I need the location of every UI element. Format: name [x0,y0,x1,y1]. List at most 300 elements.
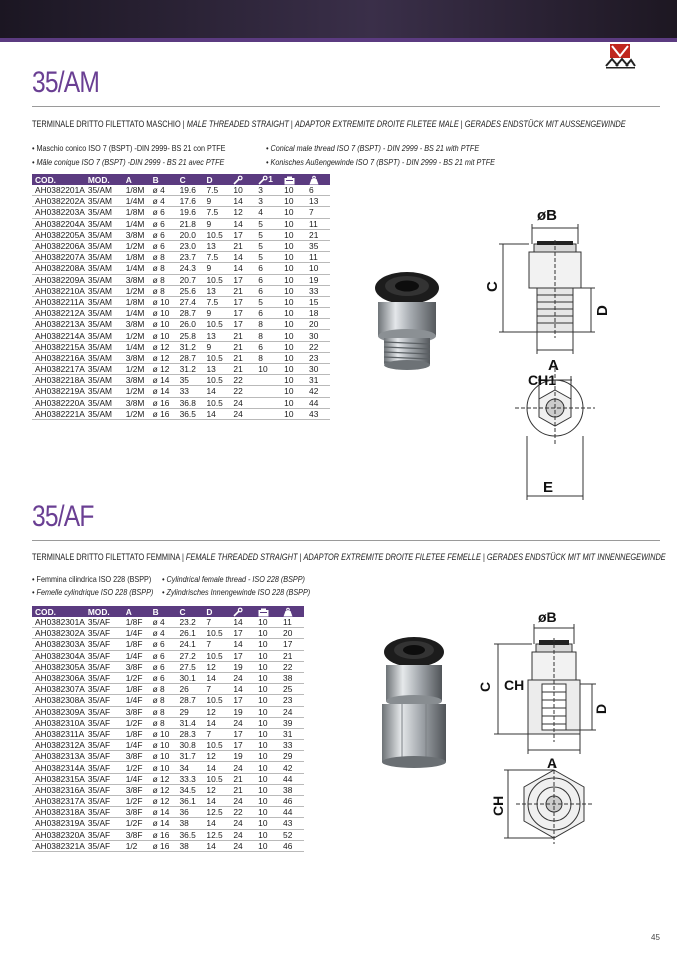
table-cell: 14 [230,639,255,650]
table-cell: 1/4M [123,263,150,274]
table-cell: 35/AM [85,364,123,375]
table-cell: 21 [230,784,255,795]
table-cell: 10 [281,352,306,363]
table-cell: 8 [255,319,281,330]
table-cell: AH0382307A [32,684,85,695]
table-cell: 26 [177,684,204,695]
table-cell: ø 10 [150,296,177,307]
table-cell: ø 8 [150,706,177,717]
table-cell: 34.5 [177,784,204,795]
table-cell: 3/8F [123,829,150,840]
table-cell: ø 12 [150,352,177,363]
table-cell: 10 [281,207,306,218]
table-cell: 1/4F [123,773,150,784]
table-cell: 17 [230,229,255,240]
table-cell: 31 [306,375,330,386]
table-cell: 6 [255,274,281,285]
table-cell: 10 [281,364,306,375]
table-cell: ø 8 [150,684,177,695]
table-cell: 3/8M [123,375,150,386]
table-cell: 31.4 [177,717,204,728]
table-cell: 10 [255,740,280,751]
table-cell: 23 [280,695,304,706]
table-cell: 17 [230,628,255,639]
table-cell: ø 4 [150,196,177,207]
table-cell: AH0382315A [32,773,85,784]
table-cell: 35/AF [85,728,123,739]
table-cell: 35/AF [85,818,123,829]
table-cell: ø 12 [150,364,177,375]
table-cell: 14 [203,717,230,728]
table-cell: AH0382202A [32,196,85,207]
table-cell: ø 10 [150,728,177,739]
table-cell: 24 [230,397,255,408]
table-cell: 35/AM [85,285,123,296]
table-cell: 9 [204,341,231,352]
table-cell: 1/4M [123,218,150,229]
table-cell: 17 [230,274,255,285]
table-cell: ø 14 [150,375,177,386]
table-row [32,807,304,818]
table-cell: 35/AF [85,672,123,683]
table-cell: 3 [255,196,281,207]
table-cell: 10 [255,628,280,639]
table-cell: 14 [230,196,255,207]
section-title-am: 35/AM [32,66,100,99]
table-cell: 46 [280,840,304,851]
table-cell: 21 [230,330,255,341]
col-header-b: B [150,606,177,617]
table-cell: 10.5 [204,397,231,408]
table-cell: 10 [281,296,306,307]
table-cell: ø 6 [150,240,177,251]
table-cell: AH0382208A [32,263,85,274]
box-icon [258,608,269,617]
table-cell: 12 [203,706,230,717]
table-cell: ø 4 [150,185,177,196]
table-cell: 35/AM [85,330,123,341]
table-cell: 35/AF [85,706,123,717]
dim-label-a: A [548,357,559,374]
col-header-weight [280,606,304,617]
table-cell: 10 [255,773,280,784]
table-row [32,650,304,661]
table-cell: 10 [306,263,330,274]
table-cell: 24 [280,706,304,717]
table-cell: 35/AF [85,807,123,818]
top-banner [0,0,677,38]
table-cell: 7.5 [204,207,231,218]
table-cell: 20.0 [177,229,204,240]
table-cell: 36.8 [177,397,204,408]
table-cell: ø 10 [150,330,177,341]
table-cell: 17 [230,319,255,330]
table-row [32,762,304,773]
table-cell: 1/2F [123,672,150,683]
table-cell: AH0382309A [32,706,85,717]
table-cell: 14 [230,617,255,628]
bullet-af-fr: • Femelle cylindrique ISO 228 (BSPP) [32,587,154,597]
table-cell: 10 [281,252,306,263]
table-cell: 7 [203,617,230,628]
table-cell: ø 8 [150,274,177,285]
col-header-d: D [204,174,231,185]
table-cell: 31.2 [177,341,204,352]
table-cell: 1/2M [123,364,150,375]
table-cell: 23.7 [177,252,204,263]
table-cell: ø 12 [150,341,177,352]
col-header-wrench [230,606,255,617]
table-cell: ø 4 [150,617,177,628]
table-cell: ø 6 [150,650,177,661]
table-cell: 17 [230,695,255,706]
table-cell: 14 [230,684,255,695]
table-cell: AH0382210A [32,285,85,296]
table-cell: 35/AF [85,617,123,628]
table-cell: 23.2 [177,617,204,628]
table-row [32,784,304,795]
table-cell: 10.5 [203,628,230,639]
table-cell: 3 [255,185,281,196]
table-cell: ø 8 [150,285,177,296]
col-header-c: C [177,174,204,185]
col-header-wrench [230,174,255,185]
table-row [32,796,304,807]
wrench-icon [233,608,243,617]
table-row [32,185,330,196]
table-cell: 17 [230,728,255,739]
table-cell: 35/AM [85,263,123,274]
table-cell: 36.5 [177,829,204,840]
table-cell: AH0382220A [32,397,85,408]
table-cell: 14 [203,796,230,807]
table-cell: ø 4 [150,628,177,639]
table-cell: 22 [280,661,304,672]
table-cell: 17.6 [177,196,204,207]
table-cell: 1/4F [123,740,150,751]
table-cell: AH0382303A [32,639,85,650]
table-cell: 21 [230,285,255,296]
table-cell: 10 [255,364,281,375]
table-row [32,196,330,207]
table-cell: 9 [204,196,231,207]
spec-table-am [32,174,330,420]
col-header-d: D [203,606,230,617]
table-cell: 9 [204,308,231,319]
table-cell: 24 [230,408,255,419]
table-cell [255,408,281,419]
table-cell: 20.7 [177,274,204,285]
table-cell: 31.7 [177,751,204,762]
table-row [32,408,330,419]
table-cell: 8 [255,352,281,363]
table-cell: 10 [255,717,280,728]
table-cell: 42 [280,762,304,773]
table-cell: 39 [280,717,304,728]
table-cell: 10 [281,319,306,330]
dim-label-d: D [593,703,609,714]
table-cell: 10 [255,840,280,851]
table-cell: AH0382316A [32,784,85,795]
table-cell: 6 [255,285,281,296]
table-cell: 7.5 [204,296,231,307]
table-cell: AH0382209A [32,274,85,285]
table-cell: 35/AF [85,773,123,784]
table-cell: 1/8F [123,639,150,650]
dim-label-ch: CH [504,677,525,693]
table-cell: 31.2 [177,364,204,375]
table-row [32,308,330,319]
table-cell: 10 [281,308,306,319]
table-cell: AH0382203A [32,207,85,218]
table-cell: AH0382306A [32,672,85,683]
table-cell: 7.5 [204,185,231,196]
table-cell: 4 [255,207,281,218]
table-cell: 35/AF [85,628,123,639]
dim-label-e: E [543,479,554,496]
table-cell: 1/8F [123,684,150,695]
table-cell: 24.3 [177,263,204,274]
table-cell: 3/8F [123,661,150,672]
table-cell: AH0382320A [32,829,85,840]
table-row [32,829,304,840]
table-cell: 6 [255,263,281,274]
table-row [32,672,304,683]
table-cell: 14 [230,263,255,274]
table-row [32,773,304,784]
table-cell: 17 [280,639,304,650]
table-cell: 10 [281,229,306,240]
table-cell: 35/AM [85,207,123,218]
table-cell: 24 [230,829,255,840]
table-cell: 35/AF [85,796,123,807]
table-cell: 38 [280,672,304,683]
spec-table-af [32,606,304,852]
table-cell: 3/8M [123,229,150,240]
table-cell: 10.5 [203,695,230,706]
dim-label-c: C [477,681,493,692]
table-cell: AH0382211A [32,296,85,307]
col-header-a: A [123,174,150,185]
table-cell [255,397,281,408]
table-cell: AH0382308A [32,695,85,706]
table-cell: 35 [177,375,204,386]
dim-label-a: A [547,755,558,771]
table-cell: 33 [177,386,204,397]
bullet-am-it: • Maschio conico ISO 7 (BSPT) -DIN 2999- BS 21 con PTFE [32,143,226,153]
table-cell: AH0382312A [32,740,85,751]
table-cell: ø 12 [150,773,177,784]
table-cell: AH0382301A [32,617,85,628]
table-cell: 9 [204,263,231,274]
table-cell: 17 [230,740,255,751]
table-cell: 33 [306,285,330,296]
table-cell: 36.5 [177,408,204,419]
table-cell: 38 [177,840,204,851]
table-cell: AH0382217A [32,364,85,375]
table-cell: 10 [281,386,306,397]
table-cell: 27.2 [177,650,204,661]
table-row [32,695,304,706]
table-cell: 10 [255,728,280,739]
table-row [32,661,304,672]
table-cell: 10 [255,672,280,683]
table-cell: 11 [280,617,304,628]
table-cell: 10 [281,263,306,274]
table-cell: 30 [306,330,330,341]
table-cell: AH0382206A [32,240,85,251]
table-cell: AH0382319A [32,818,85,829]
table-cell: ø 8 [150,252,177,263]
table-cell: 35/AM [85,319,123,330]
table-cell: 1/8M [123,207,150,218]
table-cell: AH0382317A [32,796,85,807]
table-body-am [32,185,330,419]
table-row [32,285,330,296]
table-cell: 1/4F [123,650,150,661]
technical-drawing-af [477,609,612,920]
table-cell: 10 [255,762,280,773]
table-cell: 25 [280,684,304,695]
table-cell: 35/AF [85,751,123,762]
table-cell: 30.1 [177,672,204,683]
table-cell: 12 [203,751,230,762]
product-photo-af [372,632,456,772]
table-cell: 35/AF [85,684,123,695]
table-cell: 28.3 [177,728,204,739]
table-cell: 1/2M [123,408,150,419]
table-cell: 35/AM [85,218,123,229]
table-cell: 46 [280,796,304,807]
table-cell: 3/8F [123,784,150,795]
table-cell: AH0382218A [32,375,85,386]
table-cell: 23.0 [177,240,204,251]
table-cell: 14 [203,672,230,683]
table-cell: 35/AF [85,840,123,851]
table-cell: 14 [230,252,255,263]
table-cell: 9 [204,218,231,229]
table-row [32,706,304,717]
table-cell: AH0382313A [32,751,85,762]
table-cell: 1/4F [123,695,150,706]
table-cell: 24 [230,818,255,829]
table-cell: 5 [255,240,281,251]
table-cell: 10 [255,639,280,650]
col-header-weight [306,174,330,185]
table-cell: 21 [280,650,304,661]
table-cell: 3/8F [123,706,150,717]
table-cell: 12 [203,784,230,795]
table-row [32,386,330,397]
bullet-af-en: • Cylindrical female thread - ISO 228 (BSPP) [162,574,305,584]
table-cell: 10.5 [204,352,231,363]
table-cell: 36 [177,807,204,818]
table-cell: AH0382214A [32,330,85,341]
table-cell: 36.1 [177,796,204,807]
table-cell: 43 [306,408,330,419]
table-cell: 35/AF [85,829,123,840]
table-cell: 38 [177,818,204,829]
table-cell: 20 [280,628,304,639]
table-row [32,639,304,650]
table-cell: ø 8 [150,717,177,728]
table-cell: 24.1 [177,639,204,650]
table-cell: 11 [306,252,330,263]
table-row [32,352,330,363]
bullet-am-fr: • Mâle conique ISO 7 (BSPT) -DIN 2999 - BS 21 avec PTFE [32,157,225,167]
table-cell: AH0382219A [32,386,85,397]
table-row [32,330,330,341]
bullet-am-de: • Konisches Außengewinde ISO 7 (BSPT) - DIN 2999 - BS 21 mit PTFE [266,157,495,167]
table-cell: 1/8M [123,185,150,196]
table-cell: 35/AM [85,252,123,263]
table-cell: 19.6 [177,185,204,196]
table-cell: AH0382302A [32,628,85,639]
table-cell: 10.5 [203,740,230,751]
table-cell: 7.5 [204,252,231,263]
table-cell: 11 [306,218,330,229]
table-cell: 24 [230,762,255,773]
table-row [32,263,330,274]
product-photo-am [362,266,452,378]
table-cell: 1/4M [123,341,150,352]
table-row [32,818,304,829]
table-cell: 3/8M [123,397,150,408]
table-cell: 10 [281,408,306,419]
table-cell: 12.5 [203,829,230,840]
subtitle-af: TERMINALE DRITTO FILETTATO FEMMINA | FEMALE THREADED STRAIGHT | ADAPTOR EXTREMITE DROITE FILETEE FEMELLE | GERADES ENDSTÜCK MIT MIT INNENNEGEWINDE [32,552,666,562]
table-cell: 21 [230,240,255,251]
table-cell: ø 14 [150,386,177,397]
table-row [32,840,304,851]
table-cell: 13 [204,364,231,375]
table-cell: ø 16 [150,408,177,419]
table-cell: 35/AM [85,408,123,419]
table-row [32,740,304,751]
table-cell: ø 16 [150,397,177,408]
table-cell: 1/2F [123,762,150,773]
table-cell: 6 [306,185,330,196]
table-cell: 35/AM [85,397,123,408]
table-cell: 35/AM [85,274,123,285]
table-cell: 25.8 [177,330,204,341]
col-header-mod: MOD. [85,174,123,185]
table-cell: AH0382216A [32,352,85,363]
table-row [32,341,330,352]
table-cell: 35/AM [85,229,123,240]
table-cell: 3/8M [123,319,150,330]
table-cell: 1/8M [123,296,150,307]
table-cell: 18 [306,308,330,319]
table-cell: 1/2 [123,840,150,851]
table-cell: 30 [306,364,330,375]
table-cell: 1/4M [123,308,150,319]
table-cell: 21.8 [177,218,204,229]
table-cell: 7 [203,728,230,739]
table-cell: 8 [255,330,281,341]
table-cell: AH0382221A [32,408,85,419]
table-cell: AH0382215A [32,341,85,352]
table-cell: ø 10 [150,751,177,762]
table-cell: AH0382213A [32,319,85,330]
table-row [32,751,304,762]
table-cell: AH0382311A [32,728,85,739]
table-cell: 24 [230,796,255,807]
table-cell: ø 16 [150,840,177,851]
table-cell: 43 [280,818,304,829]
table-cell: 7 [203,639,230,650]
table-cell: 52 [280,829,304,840]
